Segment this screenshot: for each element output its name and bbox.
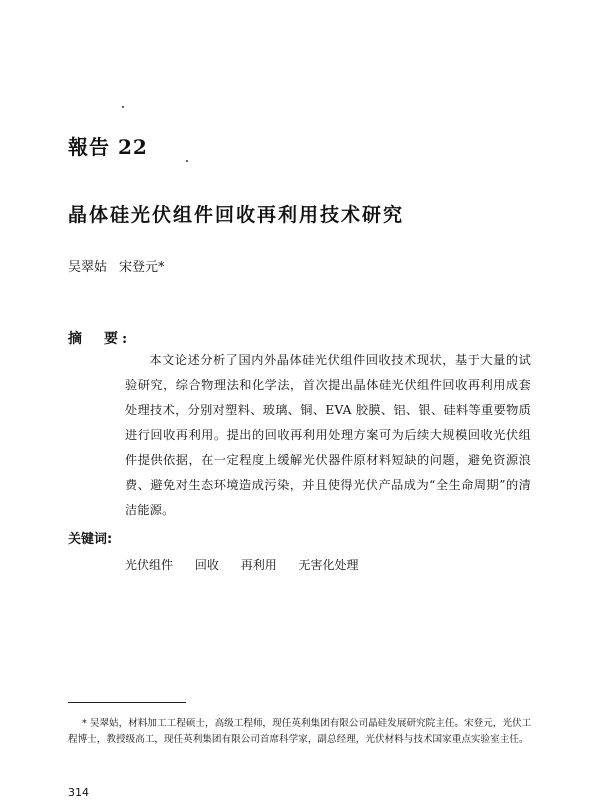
author-2: 宋登元* [119,260,165,275]
abstract-label: 摘 要: [68,331,132,347]
keywords-label: 关键词: [68,532,113,547]
page-number: 314 [68,786,89,799]
author-1: 吴翠姑 [68,260,108,275]
scan-speck [186,160,188,162]
abstract-text: 本文论述分析了国内外晶体硅光伏组件回收技术现状，基于大量的试验研究，综合物理法和化学法，首次提出晶体硅光伏组件回收再利用成套处理技术，分别对塑料、玻璃、铜、EVA 胶膜、铝、银、硅料等重要物质进行回收再利用。提出的回收再利用处理方案可为后续大规模回收光伏组件提供依据，在一定程度上缓解光伏器件原材料短缺的问题，避免资源浪费、避免对生态环境造成污染，并且使得光伏产品成为“全生命周期”的清洁能源。 [125,353,531,517]
author-footnote: * 吴翠姑，材料加工工程硕士，高级工程师，现任英利集团有限公司晶硅发展研究院主任。宋登元，光伏工程博士，教授级高工，现任英利集团有限公司首席科学家，副总经理，光伏材料与技术国家重点实验室主任。 [68,718,532,745]
report-number: 報告 22 [68,135,148,159]
scan-speck [122,106,124,108]
keyword: 回收 [194,558,219,572]
paper-title: 晶体硅光伏组件回收再利用技术研究 [68,204,405,226]
author-line [68,256,177,275]
keyword: 光伏组件 [125,558,174,572]
keyword: 再利用 [240,558,277,572]
keyword: 无害化处理 [298,558,359,572]
footnote-rule [68,702,186,703]
keywords-list [125,556,377,573]
